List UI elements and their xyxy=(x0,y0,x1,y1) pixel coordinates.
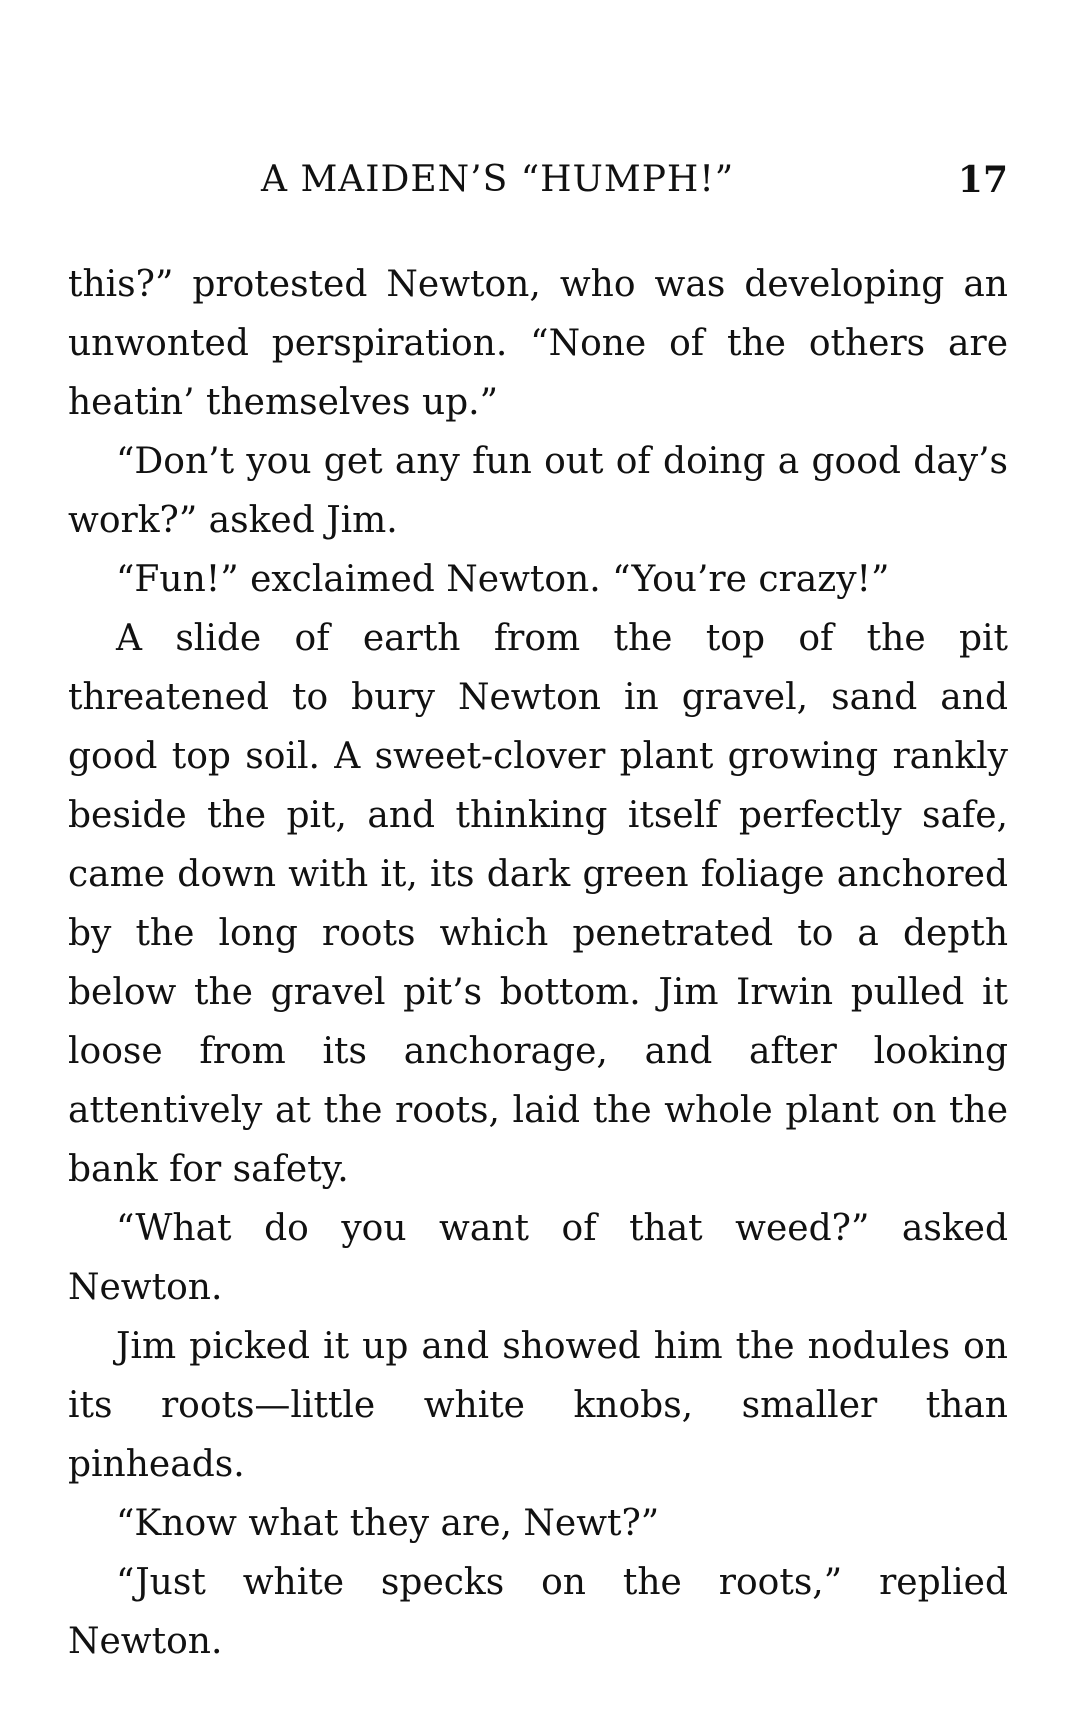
paragraph: “Fun!” exclaimed Newton. “You’re crazy!” xyxy=(116,559,890,600)
paragraph: this?” protested Newton, who was developing an unwonted perspiration. “None of the others are heatin’ themselves up.” xyxy=(68,264,1008,423)
paragraph: “Don’t you get any fun out of doing a good day’s work?” asked Jim. xyxy=(68,441,1008,541)
paragraph: “Know what they are, Newt?” xyxy=(116,1503,660,1544)
page-number: 17 xyxy=(957,159,1008,201)
running-head: A MAIDEN’S “HUMPH!” xyxy=(261,159,735,200)
paragraph: “What do you want of that weed?” asked Newton. xyxy=(68,1208,1008,1308)
page-header xyxy=(66,150,1008,210)
paragraph: Jim picked it up and showed him the nodules on its roots—little white knobs, smaller than pinheads. xyxy=(68,1326,1008,1485)
paragraph: “Just white specks on the roots,” replied Newton. xyxy=(68,1562,1008,1662)
body-text xyxy=(68,255,1008,1671)
paragraph: A slide of earth from the top of the pit threatened to bury Newton in gravel, sand and good top soil. A sweet-clover plant growing rankly beside the pit, and thinking itself perfectly safe, came down with it, its dark green foliage anchored by the long roots which penetrated to a depth below the gravel pit’s bottom. Jim Irwin pulled it loose from its anchorage, and after looking attentively at the roots, laid the whole plant on the bank for safety. xyxy=(68,618,1008,1190)
